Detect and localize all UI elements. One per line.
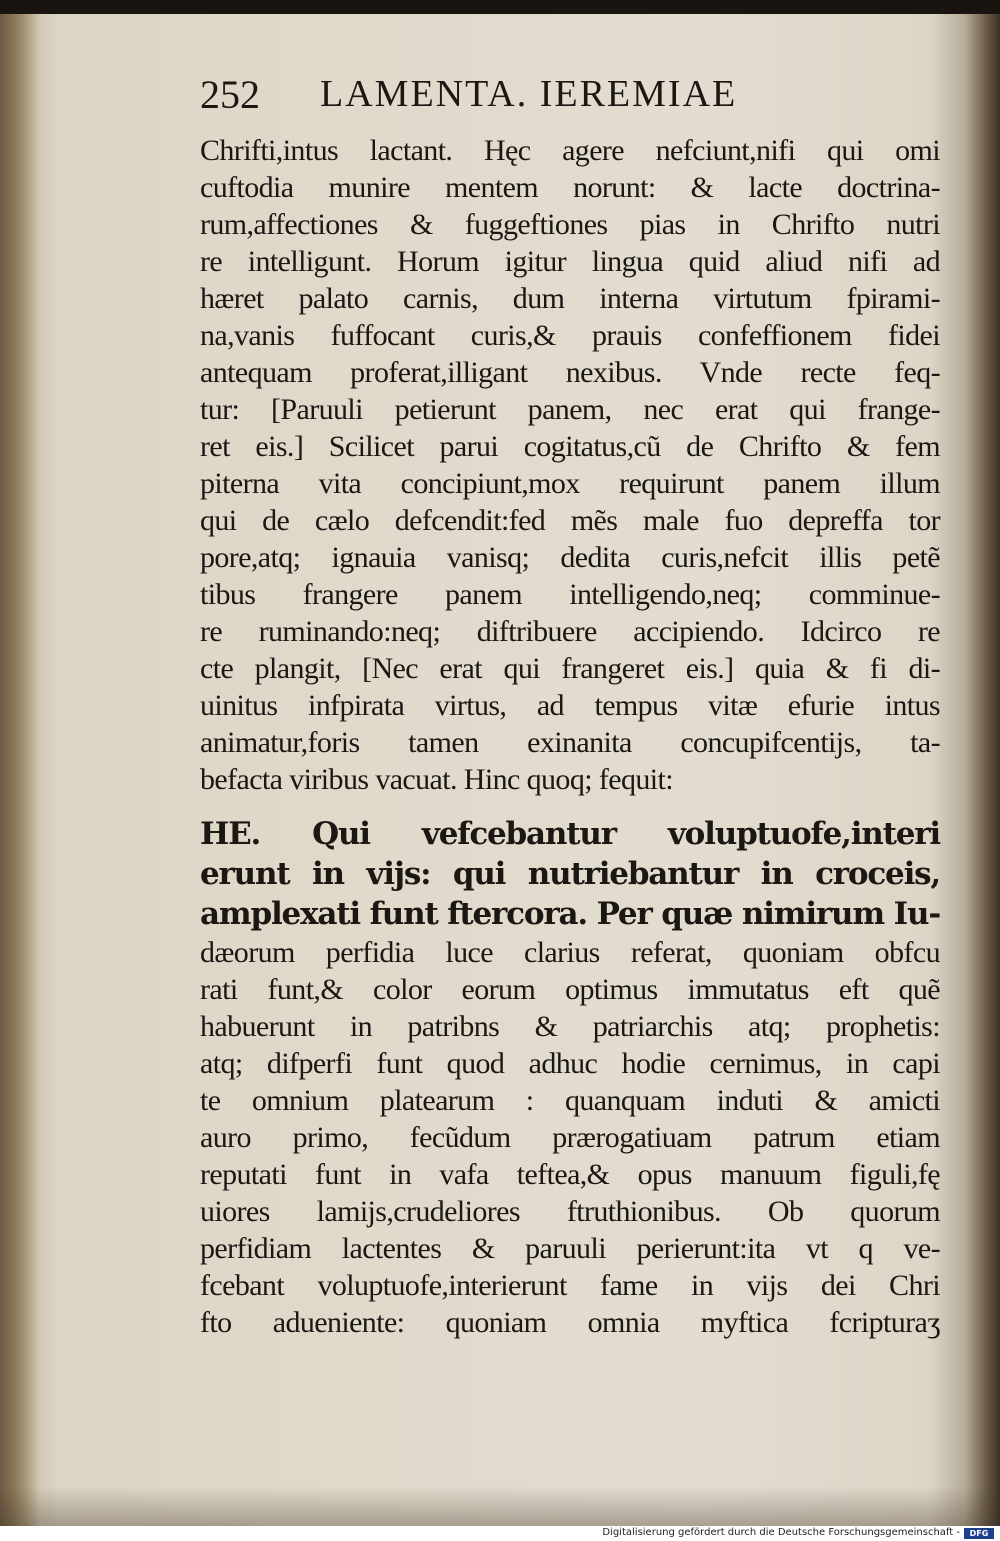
heth-verse-line: erunt in vijs: qui nutriebantur in croceis,: [200, 856, 940, 892]
running-head: [200, 66, 840, 122]
scan-top-edge: [0, 0, 1000, 14]
text-line: fto adueniente: quoniam omnia myftica fcripturaʒ: [200, 1306, 940, 1339]
text-line: te omnium platearum : quanquam induti & amicti: [200, 1084, 940, 1117]
text-line: hæret palato carnis, dum interna virtutum fpirami-: [200, 282, 940, 315]
text-line: rum,affectiones & fuggeftiones pias in Chrifto nutri: [200, 208, 940, 241]
text-line: uinitus infpirata virtus, ad tempus vitæ efurie intus: [200, 689, 940, 722]
text-line: pore,atq; ignauia vanisq; dedita curis,nefcit illis petẽ: [200, 541, 940, 574]
text-line: cuftodia munire mentem norunt: & lacte doctrina-: [200, 171, 940, 204]
text-line: cte plangit, [Nec erat qui frangeret eis.] quia & fi di-: [200, 652, 940, 685]
text-line: rati funt,& color eorum optimus immutatus eft quẽ: [200, 973, 940, 1006]
text-line: habuerunt in patribns & patriarchis atq; prophetis:: [200, 1010, 940, 1043]
text-line: tibus frangere panem intelligendo,neq; comminue-: [200, 578, 940, 611]
dfg-logo: DFG: [964, 1528, 994, 1539]
text-line: fcebant voluptuofe,interierunt fame in vijs dei Chri: [200, 1269, 940, 1302]
text-line: animatur,foris tamen exinanita concupifcentijs, ta-: [200, 726, 940, 759]
page-number: 252: [200, 71, 260, 117]
text-line: na,vanis fuffocant curis,& prauis confeffionem fidei: [200, 319, 940, 352]
page-bottom-shadow: [0, 1486, 1000, 1526]
running-title: LAMENTA. IEREMIAE: [320, 73, 738, 115]
text-line: piterna vita concipiunt,mox requirunt panem illum: [200, 467, 940, 500]
text-line: auro primo, fecũdum prærogatiuam patrum etiam: [200, 1121, 940, 1154]
heth-verse-line: HE. Qui vefcebantur voluptuofe,interi: [200, 816, 940, 852]
text-line: perfidiam lactentes & paruuli perierunt:ita vt q ve-: [200, 1232, 940, 1265]
text-line: tur: [Paruuli petierunt panem, nec erat qui frange-: [200, 393, 940, 426]
text-line: atq; difperfi funt quod adhuc hodie cernimus, in capi: [200, 1047, 940, 1080]
text-line: Chrifti,intus lactant. Hęc agere nefciunt,nifi qui omi: [200, 134, 940, 167]
digitization-credit: Digitalisierung gefördert durch die Deutsche Forschungsgemeinschaft -: [602, 1527, 960, 1538]
heth-verse-line: amplexati funt ftercora. Per quæ nimirum Iu-: [200, 896, 940, 932]
text-line: befacta viribus vacuat. Hinc quoq; fequit:: [200, 763, 673, 796]
text-line: qui de cælo defcendit:fed mẽs male fuo depreffa tor: [200, 504, 940, 537]
text-line: uiores lamijs,crudeliores ftruthionibus. Ob quorum: [200, 1195, 940, 1228]
text-line: antequam proferat,illigant nexibus. Vnde recte feq-: [200, 356, 940, 389]
text-line: ret eis.] Scilicet parui cogitatus,cũ de Chrifto & fem: [200, 430, 940, 463]
text-line: dæorum perfidia luce clarius referat, quoniam obfcu: [200, 936, 940, 969]
section-gap: [200, 798, 940, 814]
text-line: re intelligunt. Horum igitur lingua quid aliud nifi ad: [200, 245, 940, 278]
body-text: [200, 132, 940, 1341]
text-line: reputati funt in vafa teftea,& opus manuum figuli,fę: [200, 1158, 940, 1191]
text-line: re ruminando:neq; diftribuere accipiendo. Idcirco re: [200, 615, 940, 648]
